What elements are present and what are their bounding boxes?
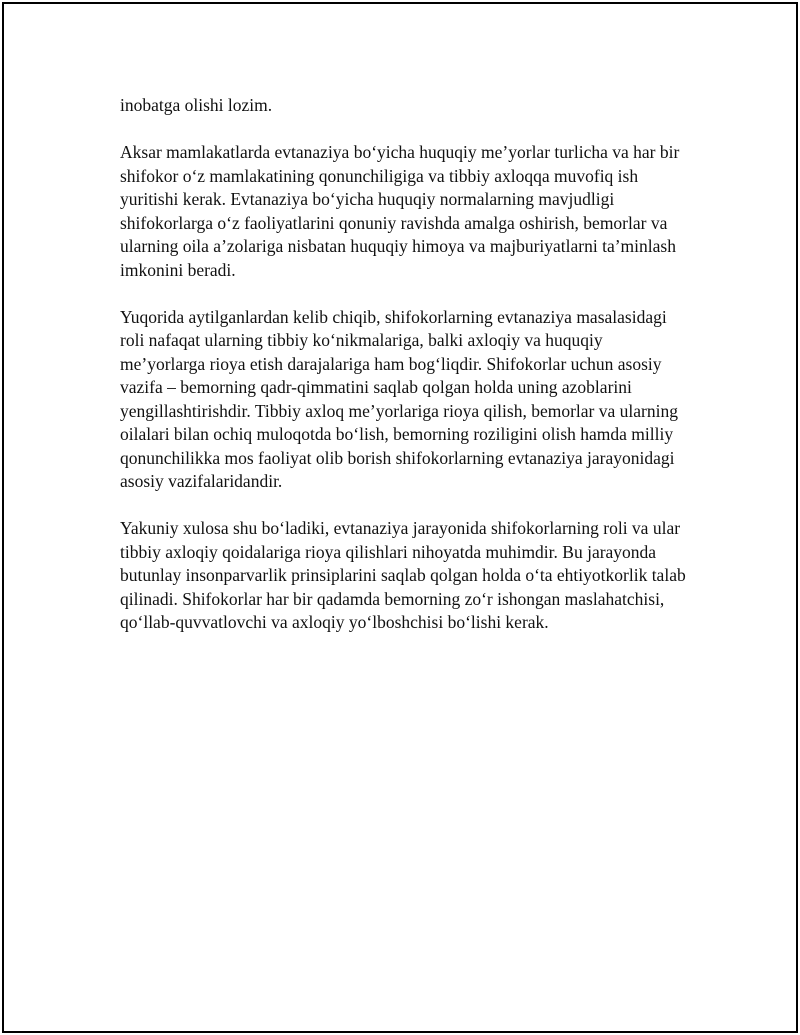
document-page (2, 2, 798, 1033)
paragraph-conclusion: Yakuniy xulosa shu bo‘ladiki, evtanaziya jarayonida shifokorlarning roli va ular tibbiy axloqiy qoidalariga rioya qilishlari nihoyatda muhimdir. Bu jarayonda butunlay insonparvarlik prinsiplarini saqlab qolgan holda o‘ta ehtiyotkorlik talab qilinadi. Shifokorlar har bir qadamda bemorning zo‘r ishongan maslahatchisi, qo‘llab-quvvatlovchi va axloqiy yo‘lboshchisi bo‘lishi kerak. (120, 518, 686, 632)
paragraph-legal-norms: Aksar mamlakatlarda evtanaziya bo‘yicha huquqiy me’yorlar turlicha va har bir shifokor o‘z mamlakatining qonunchiligiga va tibbiy axloqqa muvofiq ish yuritishi kerak. Evtanaziya bo‘yicha huquqiy normalarning mavjudligi shifokorlarga o‘z faoliyatlarini qonuniy ravishda amalga oshirish, bemorlar va ularning oila a’zolariga nisbatan huquqiy himoya va majburiyatlarni ta’minlash imkonini beradi. (120, 142, 680, 280)
document-body (120, 94, 690, 658)
paragraph-continuation: inobatga olishi lozim. (120, 95, 273, 115)
paragraph-role-of-doctors: Yuqorida aytilganlardan kelib chiqib, shifokorlarning evtanaziya masalasidagi roli nafaqat ularning tibbiy ko‘nikmalariga, balki axloqiy va huquqiy me’yorlarga rioya etish darajalariga ham bog‘liqdir. Shifokorlar uchun asosiy vazifa – bemorning qadr-qimmatini saqlab qolgan holda uning azoblarini yengillashtirishdir. Tibbiy axloq me’yorlariga rioya qilish, bemorlar va ularning oilalari bilan ochiq muloqotda bo‘lish, bemorning roziligini olish hamda milliy qonunchilikka mos faoliyat olib borish shifokorlarning evtanaziya jarayonidagi asosiy vazifalaridandir. (120, 306, 678, 491)
